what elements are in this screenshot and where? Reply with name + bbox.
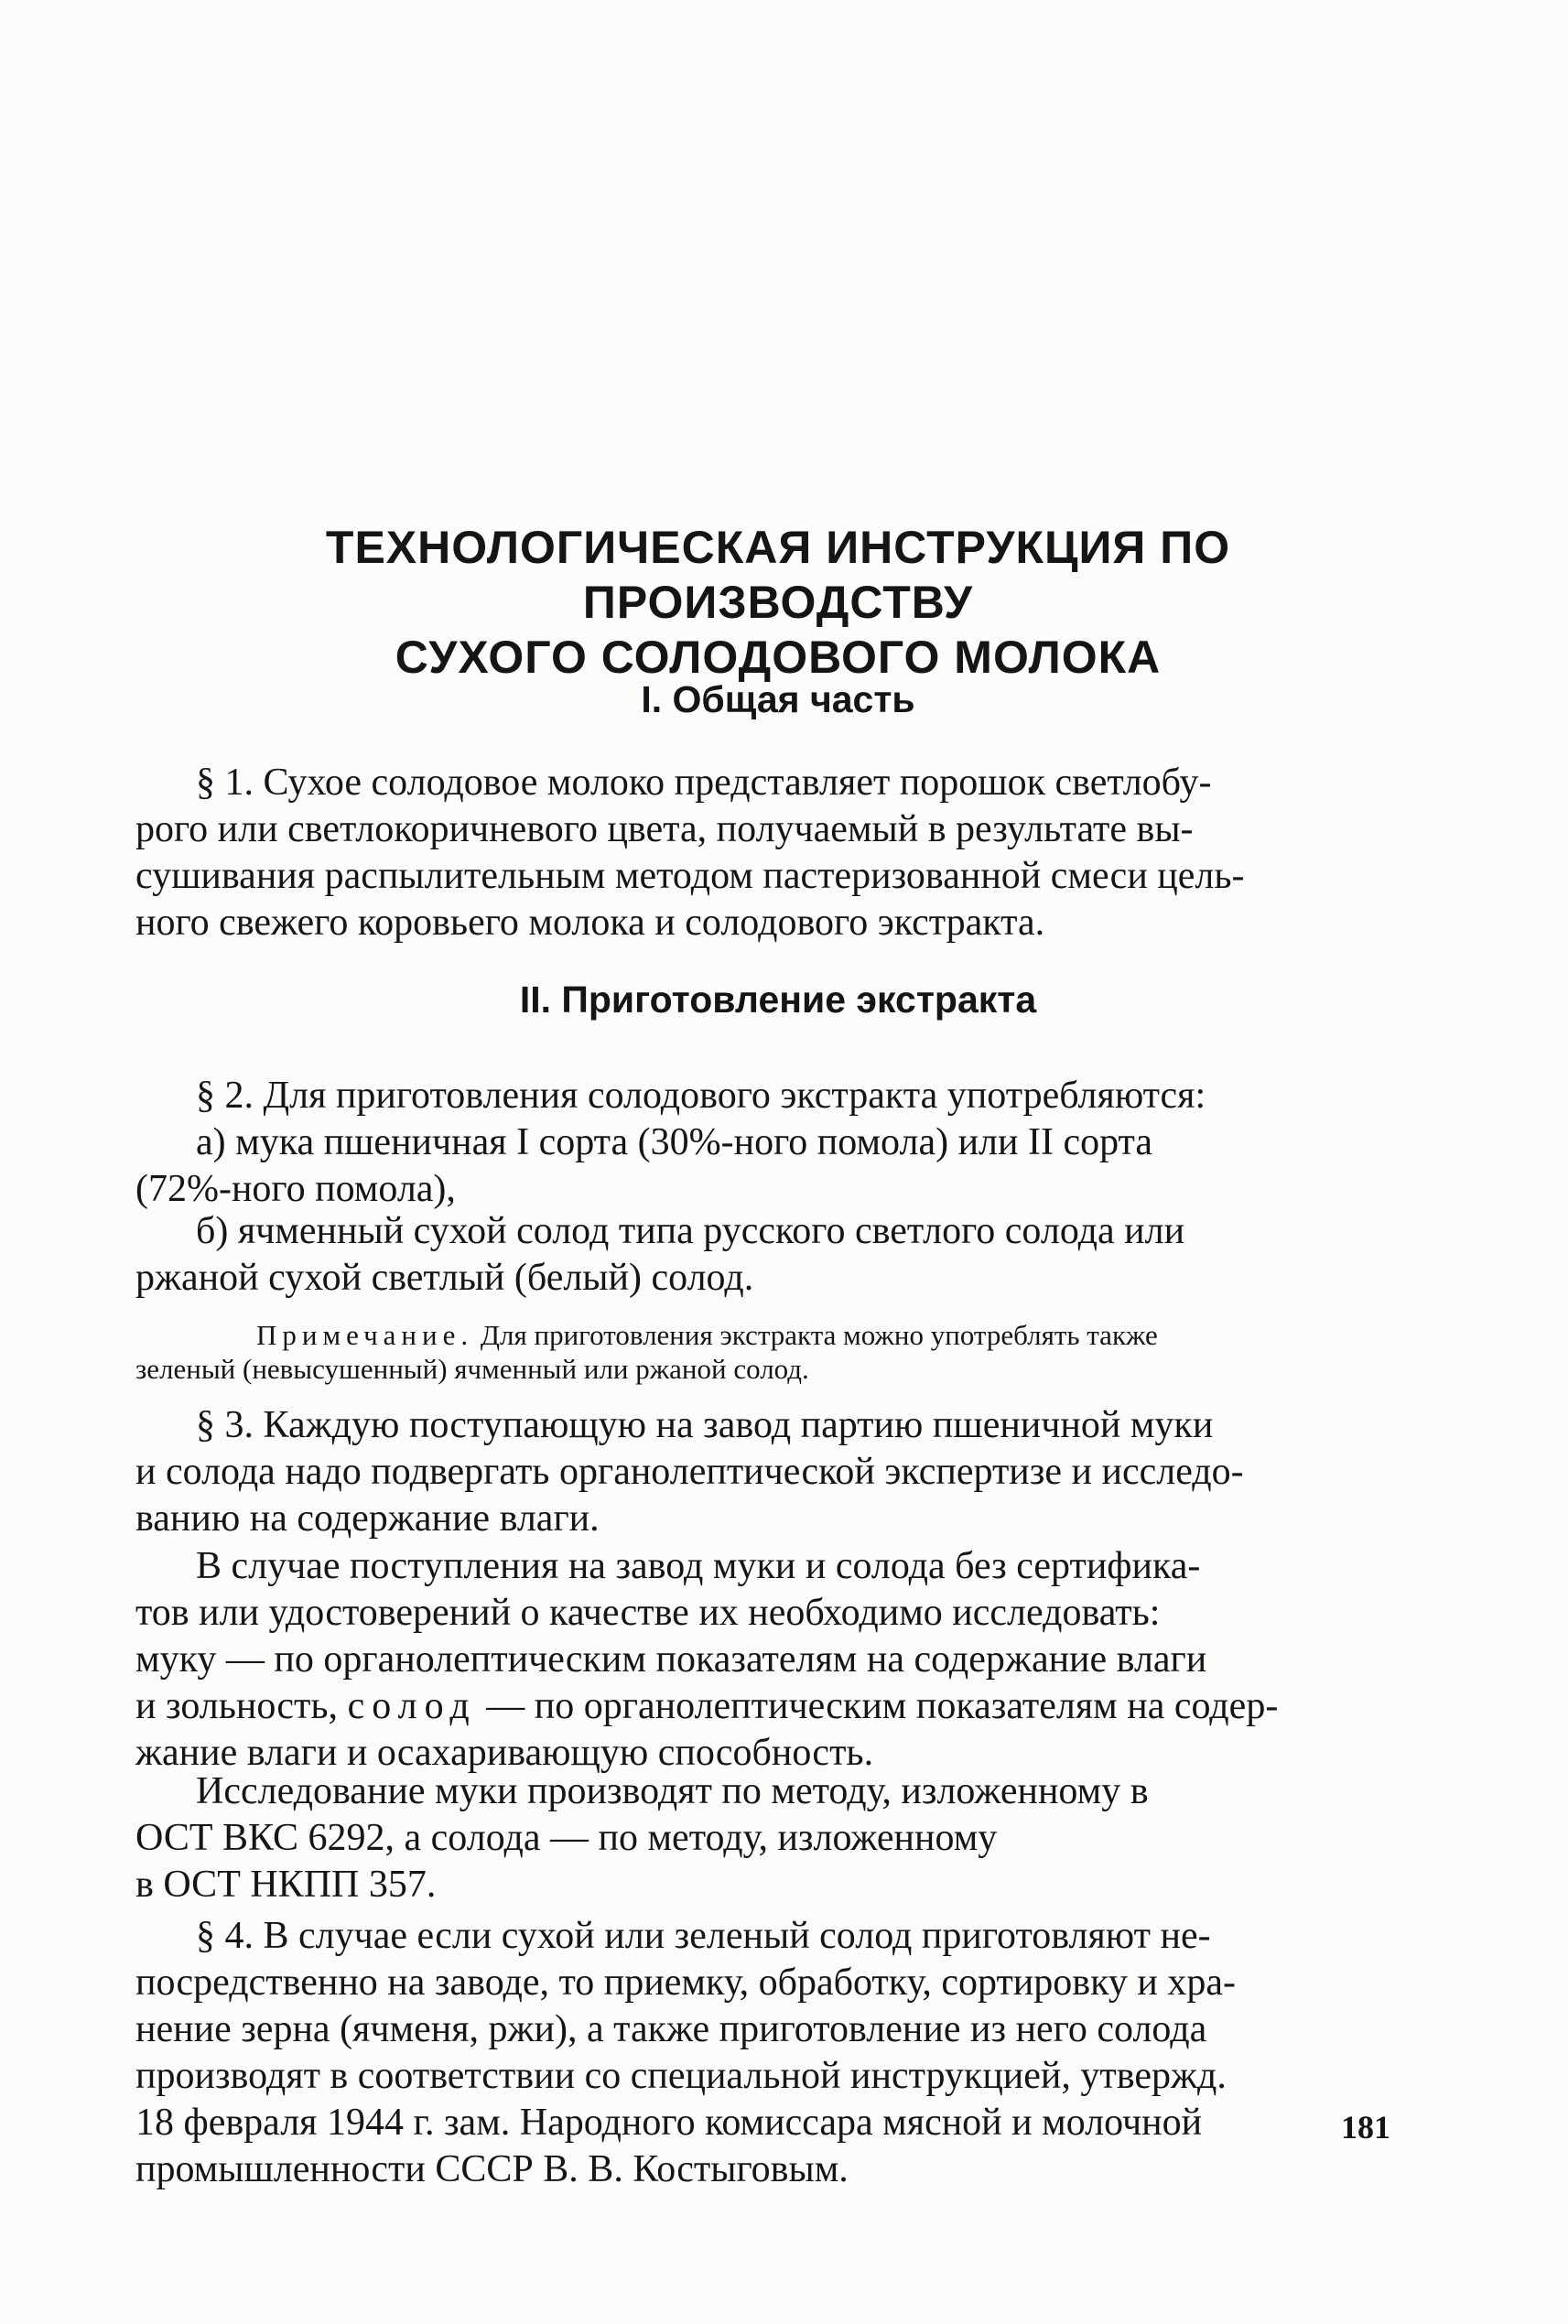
note-text: Для приготовления экстракта можно употреблять также [473,1319,1158,1351]
section-heading-extract: II. Приготовление экстракта [519,978,1037,1021]
text-line: тов или удостоверений о качестве их необходимо исследовать: [135,1592,1161,1634]
text-line: ржаной сухой светлый (белый) солод. [135,1257,754,1299]
page-number: 181 [1341,2109,1390,2146]
text-line: § 1. Сухое солодовое молоко представляет порошок светлобу- [196,762,1212,804]
text-line: 18 февраля 1944 г. зам. Народного комиссара мясной и молочной [135,2102,1203,2144]
text-line: § 3. Каждую поступающую на завод партию пшеничной муки [196,1404,1214,1446]
text-line: ного свежего коровьего молока и солодового экстракта. [135,902,1045,944]
text-line: Исследование муки производят по методу, изложенному в [196,1770,1149,1812]
text-line: ванию на содержание влаги. [135,1497,600,1540]
title-line-2: СУХОГО СОЛОДОВОГО МОЛОКА [395,632,1162,683]
title-line-1: ТЕХНОЛОГИЧЕСКАЯ ИНСТРУКЦИЯ ПО ПРОИЗВОДСТВУ [325,522,1231,628]
text-fragment: и зольность, [135,1685,348,1727]
text-line: а) мука пшеничная I сорта (30%-ного помола) или II сорта [196,1121,1153,1163]
note-block [135,1318,1426,1386]
note-label: Примечание. [256,1319,474,1351]
text-line: промышленности СССР В. В. Костыговым. [135,2148,849,2190]
note-line-1 [135,1318,1426,1352]
text-line [135,1683,1426,1730]
paragraph-5 [135,1768,1426,1908]
text-line: ОСТ ВКС 6292, а солода — по методу, изложенному [135,1817,998,1859]
text-line: § 4. В случае если сухой или зеленый солод приготовляют не- [196,1915,1211,1957]
emphasized-word: солод [347,1685,477,1727]
paragraph-2b [135,1208,1426,1302]
text-line: жание влаги и осахаривающую способность. [135,1732,874,1774]
paragraph-3 [135,1402,1426,1542]
note-line-2: зеленый (невысушенный) ячменный или ржаной солод. [135,1353,809,1385]
text-line: б) ячменный сухой солод типа русского светлого солода или [196,1210,1185,1252]
text-line: § 2. Для приготовления солодового экстракта употребляются: [196,1075,1206,1117]
paragraph-4 [135,1543,1426,1777]
text-fragment: — по органолептическим показателям на содер- [476,1685,1279,1727]
paragraph-6 [135,1913,1426,2193]
text-line: В случае поступления на завод муки и солода без сертифика- [196,1545,1201,1587]
text-line: сушивания распылительным методом пастеризованной смеси цель- [135,855,1245,897]
text-line: в ОСТ НКПП 357. [135,1864,437,1906]
text-line: и солода надо подвергать органолептической экспертизе и исследо- [135,1451,1244,1493]
text-line: муку — по органолептическим показателям на содержание влаги [135,1638,1207,1681]
text-line: производят в соответствии со специальной инструкцией, утвержд. [135,2055,1227,2097]
text-line: нение зерна (ячменя, ржи), а также приготовление из него солода [135,2008,1207,2050]
text-line: посредственно на заводе, то приемку, обработку, сортировку и хра- [135,1962,1237,2004]
paragraph-1 [135,760,1426,946]
section-heading-general: I. Общая часть [641,678,915,720]
document-title [137,520,1419,685]
text-line: рого или светлокоричневого цвета, получаемый в результате вы- [135,808,1194,850]
paragraph-2 [135,1073,1426,1213]
text-line: (72%-ного помола), [135,1168,456,1210]
